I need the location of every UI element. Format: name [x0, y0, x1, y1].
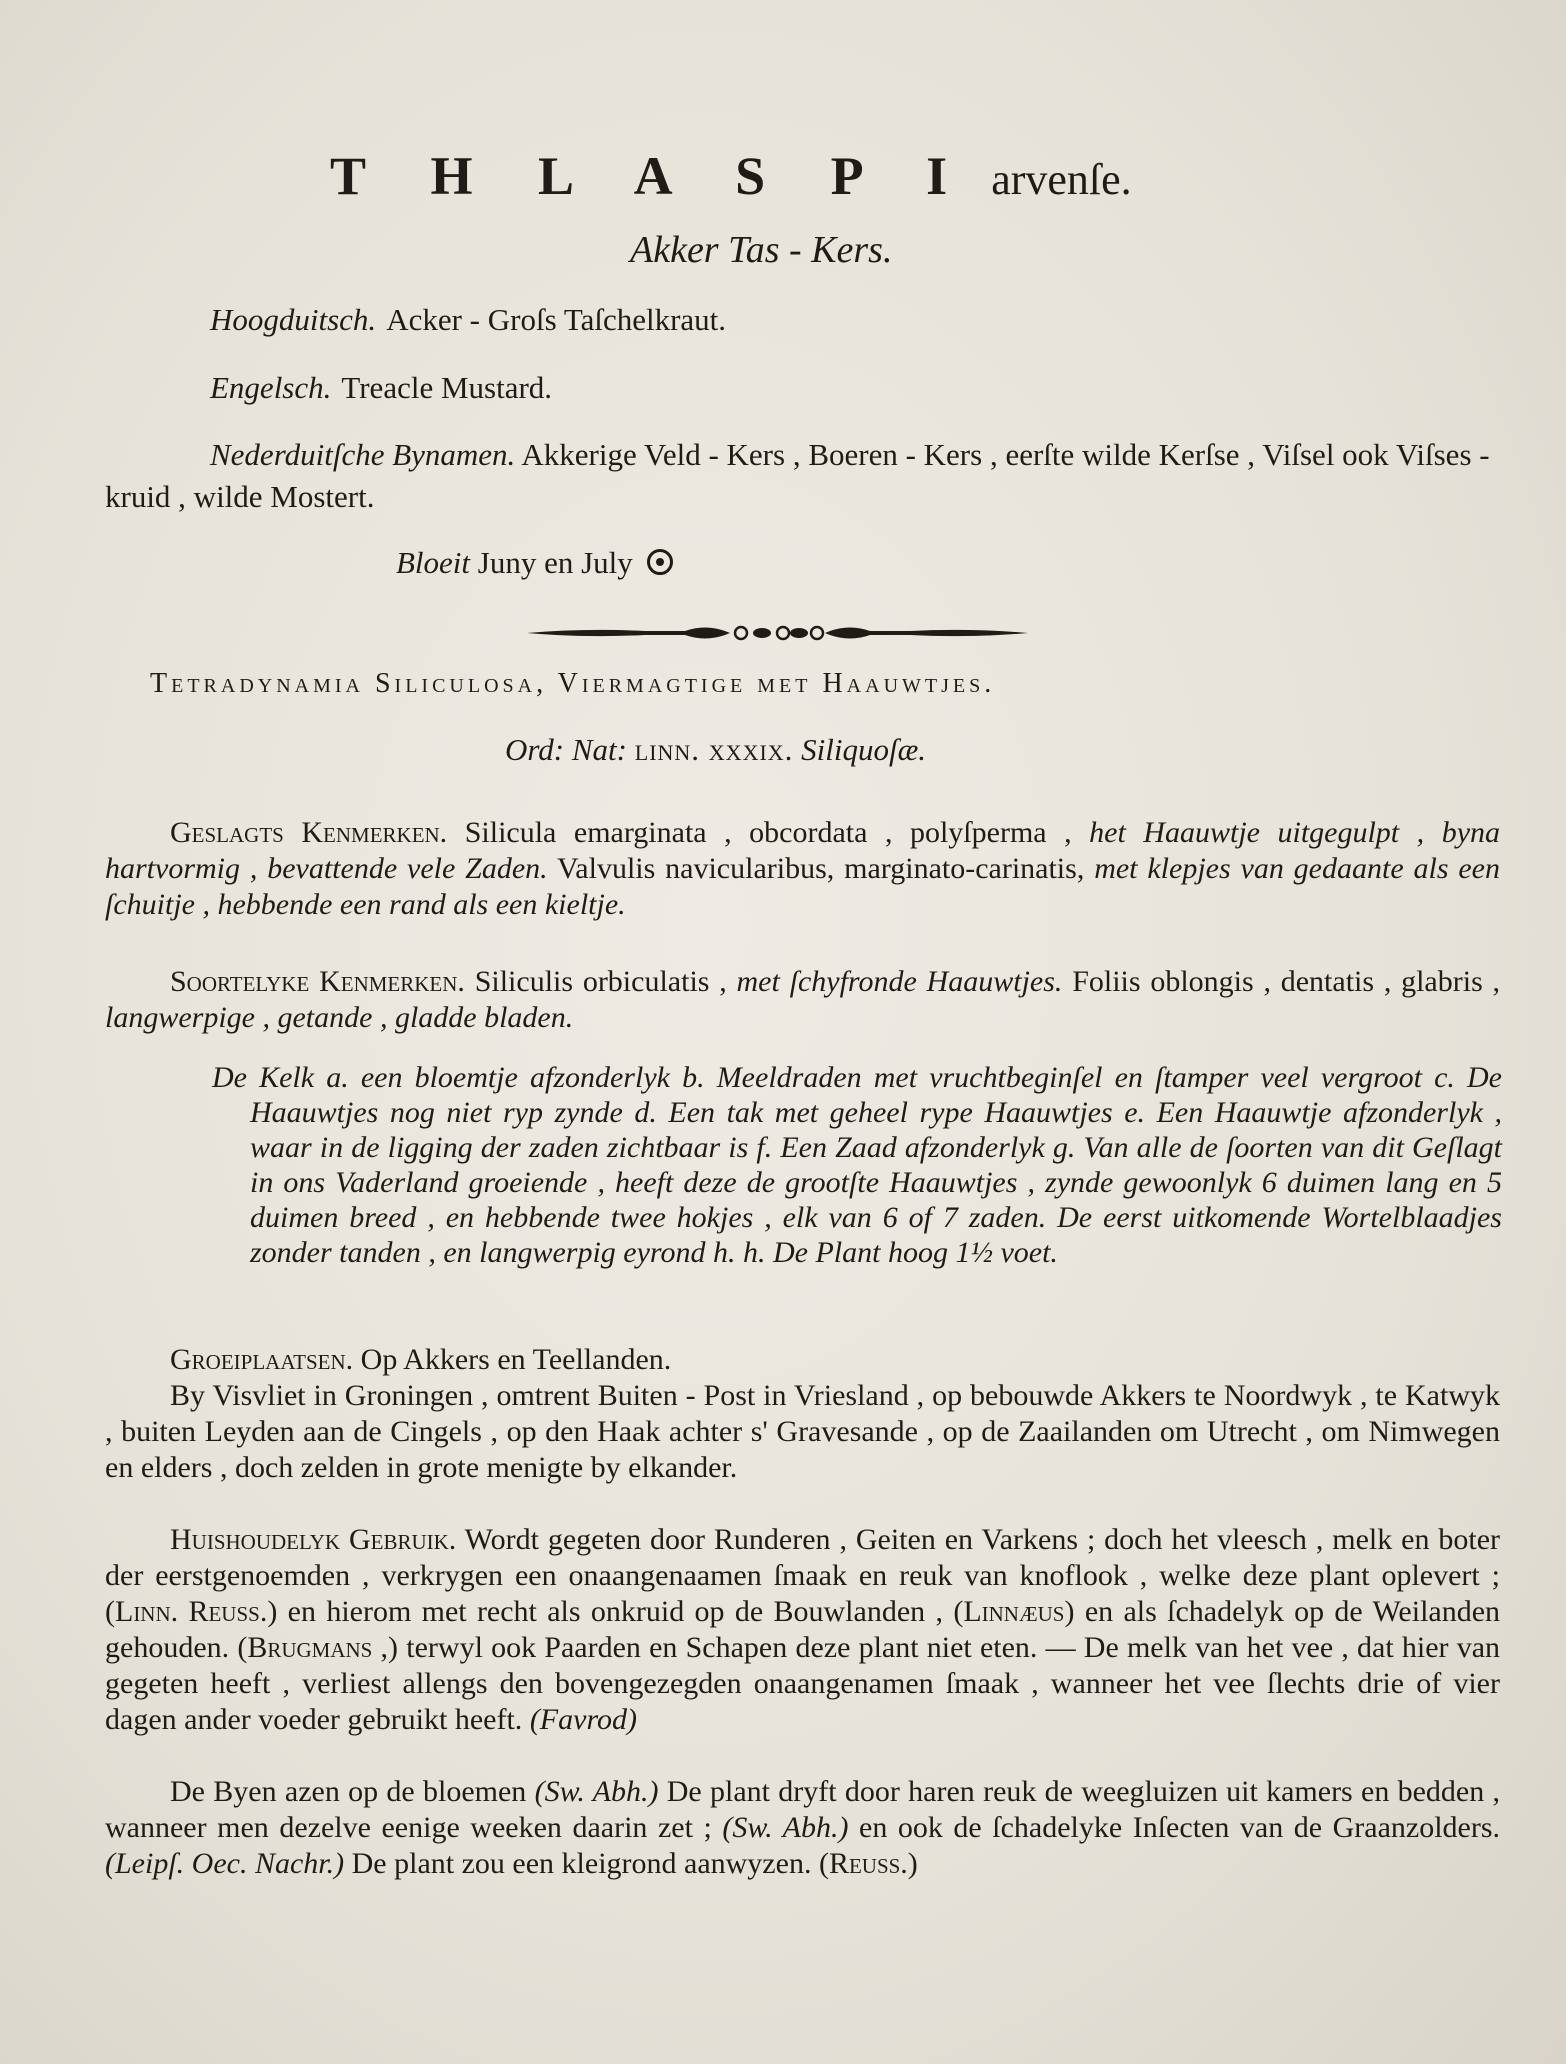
flowering-label: Bloeit: [396, 545, 471, 580]
dutch-common-name: Akker Tas - Kers.: [630, 229, 893, 271]
species-char-dutch-1: met ſchyfronde Haauwtjes.: [736, 965, 1063, 998]
bees-text-3: en ook de ſchadelyke Inſecten van de Graanzolders.: [859, 1811, 1501, 1844]
household-use-head: Huishoudelyk Gebruik.: [170, 1523, 457, 1556]
bees-ref-4: (Reuss.): [818, 1847, 918, 1880]
ornament-divider-icon: [525, 618, 1030, 648]
synonyms-label: Nederduitſche Bynamen.: [210, 437, 516, 472]
habitat-head: Groeiplaatsen.: [170, 1343, 354, 1376]
natural-order: [505, 732, 926, 768]
household-use-ref-3: (Brugmans ,): [237, 1631, 399, 1664]
english-name: Treacle Mustard.: [341, 370, 553, 405]
english-name-line: [210, 370, 552, 406]
synonyms-text: Akkerige Veld - Kers , Boeren - Kers , eerſte wilde Kerſse , Viſsel ook Viſses - kruid , wilde Mostert.: [105, 437, 1490, 514]
linnaean-class: Tetradynamia Siliculosa, Viermagtige met Haauwtjes.: [150, 668, 996, 699]
species-char-latin-2: Foliis oblongis , dentatis , glabris ,: [1072, 965, 1501, 998]
genus-char-latin-2: Valvulis navicularibus, marginato-carinatis,: [556, 852, 1085, 885]
bees-section: [105, 1774, 1500, 1882]
genus-characteristics: [105, 815, 1500, 923]
bees-ref-1: (Sw. Abh.): [534, 1775, 659, 1808]
household-use-text-2: en hierom met recht als onkruid op de Bouwlanden ,: [287, 1595, 943, 1628]
order-group: Siliquoſæ.: [801, 732, 927, 767]
bees-text-2: De plant dryft door haren reuk de weegluizen uit kamers en bedden , wanneer men dezelve eenige weeken daarin zet ;: [105, 1775, 1501, 1844]
genus-char-dutch-2: met klepjes van gedaante als een ſchuitje , hebbende een rand als een kieltje.: [105, 852, 1500, 921]
household-use-section: [105, 1522, 1500, 1738]
habitat-section: [105, 1342, 1500, 1378]
page-title: [330, 145, 1230, 207]
household-use-ref-1: (Linn. Reuss.): [105, 1595, 278, 1628]
order-label: Ord: Nat:: [505, 732, 627, 767]
order-linn: linn. xxxix.: [634, 732, 794, 767]
german-name-line: [210, 302, 726, 338]
species-char-latin-1: Siliculis orbiculatis ,: [474, 965, 727, 998]
german-label: Hoogduitsch.: [210, 302, 377, 337]
dutch-synonyms: [105, 434, 1500, 518]
species-characteristics: [105, 964, 1500, 1036]
annual-symbol-icon: [647, 549, 673, 575]
genus-name: T H L A S P I: [330, 146, 974, 206]
household-use-text-1: Wordt gegeten door Runderen , Geiten en Varkens ; doch het vleesch , melk en boter der eerstgenoemden , verkrygen een onaangenaamen ſmaak en reuk van knoflook , welke deze plant oplevert ;: [105, 1523, 1500, 1592]
household-use-text-3: en als ſchadelyk op de Weilanden gehouden.: [105, 1595, 1501, 1664]
species-char-dutch-2: langwerpige , getande , gladde bladen.: [105, 1001, 574, 1034]
genus-char-latin-1: Silicula emarginata , obcordata , polyſperma ,: [464, 816, 1072, 849]
species-name: arvenſe.: [991, 155, 1132, 204]
plate-description-text: De Kelk a. een bloemtje afzonderlyk b. Meeldraden met vruchtbeginſel en ſtamper veel vergroot c. De Haauwtjes nog niet ryp zynde d. Een tak met geheel rype Haauwtjes e. Een Haauwtje afzonderlyk , waar in de ligging der zaden zichtbaar is f. Een Zaad afzonderlyk g. Van alle de ſoorten van dit Geſlagt in ons Vaderland groeiende , heeft deze de grootſte Haauwtjes , zynde gewoonlyk 6 duimen lang en 5 duimen breed , en hebbende twee hokjes , elk van 6 of 7 zaden. De eerst uitkomende Wortelblaadjes zonder tanden , en langwerpig eyrond h. h. De Plant hoog 1½ voet.: [212, 1061, 1502, 1269]
habitat-places: [105, 1378, 1500, 1486]
habitat-text: Op Akkers en Teellanden.: [360, 1343, 672, 1376]
household-use-ref-4: (Favrod): [529, 1703, 637, 1736]
genus-char-dutch-1: het Haauwtje uitgegulpt , byna hartvormig , bevattende vele Zaden.: [105, 816, 1501, 885]
english-label: Engelsch.: [210, 370, 332, 405]
habitat-places-text: By Visvliet in Groningen , omtrent Buiten - Post in Vriesland , op bebouwde Akkers te Noordwyk , te Katwyk , buiten Leyden aan de Cingels , op den Haak achter s' Gravesande , op de Zaailanden om Utrecht , om Nimwegen en elders , doch zelden in grote menigte by elkander.: [105, 1379, 1500, 1484]
flowering-text: Juny en July: [477, 545, 633, 580]
bees-ref-2: (Sw. Abh.): [722, 1811, 849, 1844]
species-char-head: Soortelyke Kenmerken.: [170, 965, 465, 998]
plate-description: [212, 1060, 1502, 1270]
flowering-line: [396, 545, 673, 581]
german-name: Acker - Groſs Taſchelkraut.: [386, 302, 727, 337]
bees-text-4: De plant zou een kleigrond aanwyzen.: [351, 1847, 812, 1880]
bees-text-1: De Byen azen op de bloemen: [170, 1775, 527, 1808]
household-use-ref-2: (Linnæus): [953, 1595, 1075, 1628]
bees-ref-3: (Leipſ. Oec. Nachr.): [105, 1847, 345, 1880]
household-use-text-4: terwyl ook Paarden en Schapen deze plant niet eten. — De melk van het vee , dat hier van gegeten heeft , verliest allengs den bovengezegden onaangenamen ſmaak , wanneer het vee ſlechts drie of vier dagen ander voeder gebruikt heeft.: [105, 1631, 1501, 1736]
genus-char-head: Geslagts Kenmerken.: [170, 816, 448, 849]
